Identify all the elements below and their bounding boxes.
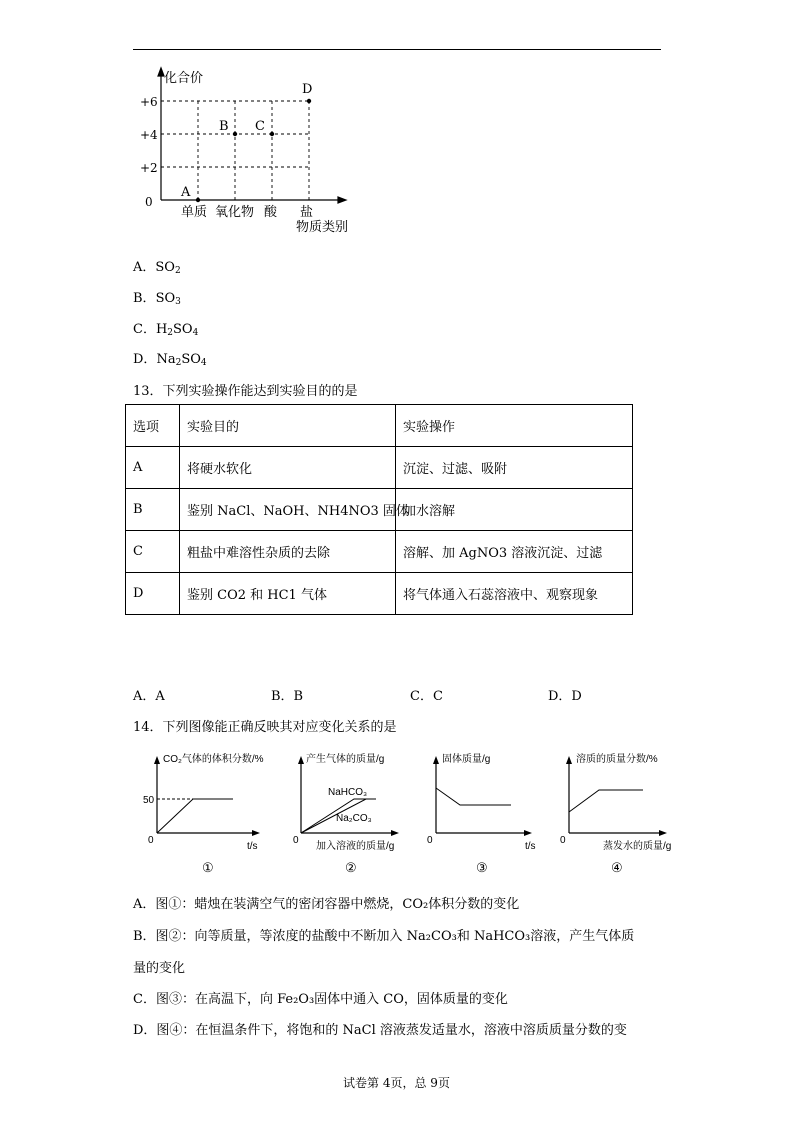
table-header: 实验操作 [396, 405, 633, 447]
x-category-label: 盐 [300, 204, 314, 219]
q12-option-b[interactable]: B．$SO_3$ [133, 291, 181, 307]
table-row: C 粗盐中难溶性杂质的去除 溶解、加 AgNO3 溶液沉淀、过滤 [126, 531, 633, 573]
x-category-label: 氧化物 [215, 204, 255, 219]
point-a-label: A [181, 185, 191, 200]
q14-option-c[interactable]: C．图③：在高温下，向 Fe₂O₃固体中通入 CO，固体质量的变化 [133, 992, 508, 1007]
point-c [270, 132, 274, 136]
q14-graphs [0, 740, 793, 880]
svg-text:t/s: t/s [525, 841, 536, 852]
q12-option-a[interactable]: A．$SO_2$ [133, 260, 181, 276]
q14-option-b-cont: 量的变化 [133, 961, 186, 976]
q13-answer-b[interactable]: B．B [271, 689, 304, 704]
svg-text:产生气体的质量/g: 产生气体的质量/g [306, 754, 385, 765]
q13-answer-d[interactable]: D．D [548, 689, 582, 704]
page-footer: 试卷第 4页，总 9页 [343, 1076, 450, 1090]
x-category-label: 单质 [181, 204, 208, 219]
y-tick-label: +2 [140, 161, 158, 175]
point-c-label: C [255, 119, 265, 134]
svg-text:固体质量/g: 固体质量/g [442, 754, 491, 765]
svg-text:50: 50 [143, 795, 155, 806]
graph-2 [293, 752, 399, 875]
table-header-row [126, 405, 633, 447]
table-header: 实验目的 [180, 405, 396, 447]
point-a [196, 198, 200, 202]
svg-text:t/s: t/s [247, 841, 258, 852]
svg-text:蒸发水的质量/g: 蒸发水的质量/g [603, 841, 672, 852]
table-header: 选项 [126, 405, 180, 447]
y-tick-label: +4 [140, 128, 158, 142]
table-row: B 鉴别 NaCl、NaOH、NH4NO3 固体 加水溶解 [126, 489, 633, 531]
point-b-label: B [219, 119, 229, 134]
q14-option-b[interactable]: B．图②：向等质量，等浓度的盐酸中不断加入 Na₂CO₃和 NaHCO₃溶液，产生气体质 [133, 929, 635, 944]
q12-option-d[interactable]: D．$Na_2SO_4$ [133, 352, 207, 368]
valence-figure [0, 0, 793, 260]
svg-text:加入溶液的质量/g: 加入溶液的质量/g [316, 841, 395, 852]
origin-label: 0 [145, 195, 153, 209]
q13-table [125, 404, 633, 615]
svg-text:Na₂CO₃: Na₂CO₃ [336, 813, 372, 824]
svg-text:0: 0 [560, 835, 566, 846]
svg-text:③: ③ [476, 860, 488, 875]
point-b [233, 132, 237, 136]
y-tick-label: +6 [140, 95, 158, 109]
svg-text:溶质的质量分数/%: 溶质的质量分数/% [576, 754, 658, 765]
svg-text:0: 0 [427, 835, 433, 846]
x-axis-arrow [338, 197, 346, 203]
q14-stem: 14．下列图像能正确反映其对应变化关系的是 [133, 720, 397, 735]
point-d-label: D [302, 82, 313, 97]
svg-text:NaHCO₃: NaHCO₃ [328, 787, 368, 798]
x-category-label: 酸 [264, 204, 278, 219]
svg-text:CO₂气体的体积分数/%: CO₂气体的体积分数/% [163, 754, 264, 765]
q13-answer-c[interactable]: C．C [410, 689, 443, 704]
svg-text:0: 0 [148, 835, 154, 846]
table-row: D 鉴别 CO2 和 HC1 气体 将气体通入石蕊溶液中、观察现象 [126, 573, 633, 615]
graph-1 [143, 752, 264, 875]
q14-option-a[interactable]: A．图①：蜡烛在装满空气的密闭容器中燃烧，CO₂体积分数的变化 [133, 897, 520, 912]
q13-stem: 13．下列实验操作能达到实验目的的是 [133, 384, 358, 399]
q14-option-d[interactable]: D．图④：在恒温条件下，将饱和的 NaCl 溶液蒸发适量水，溶液中溶质质量分数的变 [133, 1023, 627, 1038]
svg-text:0: 0 [293, 835, 299, 846]
q13-answer-a[interactable]: A．A [133, 689, 165, 704]
point-d [307, 99, 311, 103]
svg-text:②: ② [345, 860, 357, 875]
y-axis-title: 化合价 [164, 70, 204, 85]
svg-text:④: ④ [611, 860, 623, 875]
q12-option-c[interactable]: C．$H_2SO_4$ [133, 322, 199, 338]
table-row: A 将硬水软化 沉淀、过滤、吸附 [126, 447, 633, 489]
graph-4 [560, 752, 671, 875]
x-axis-title: 物质类别 [296, 219, 349, 234]
svg-text:①: ① [202, 860, 214, 875]
graph-3 [427, 752, 536, 875]
